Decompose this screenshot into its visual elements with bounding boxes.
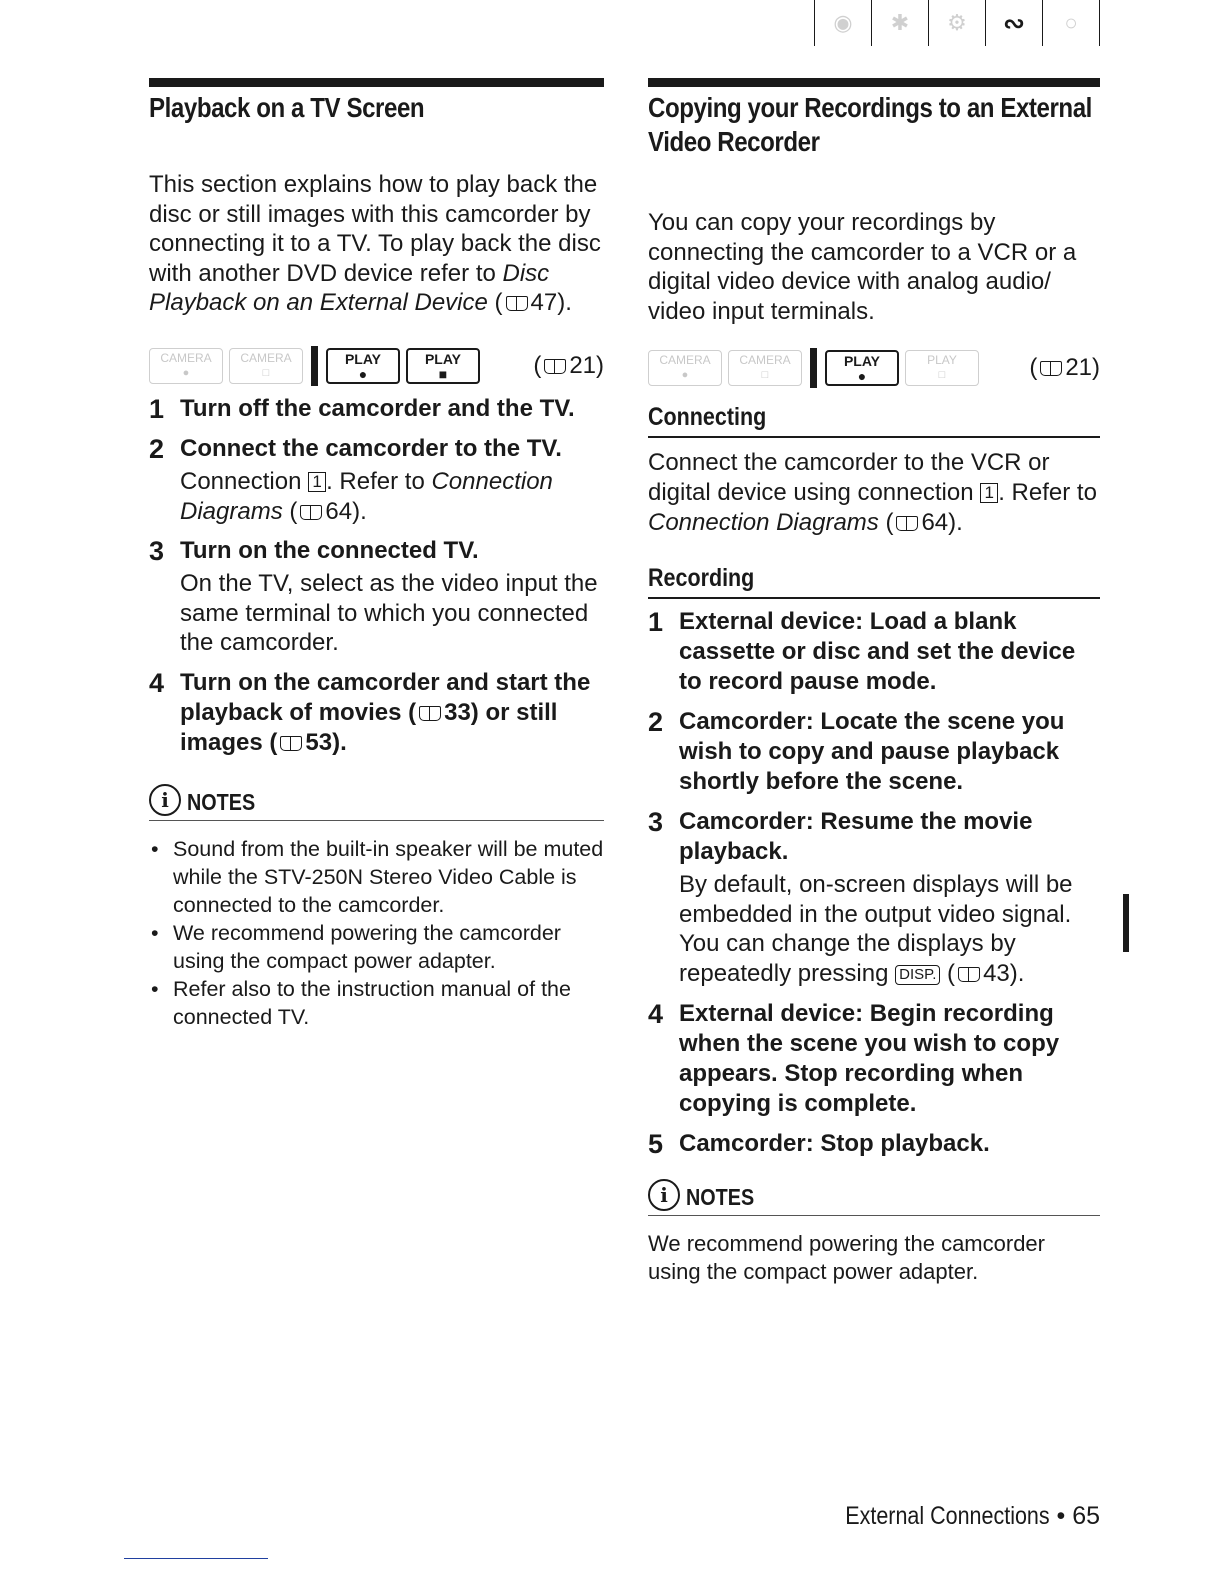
step-title: External device: Begin recording when the scene you wish to copy appears. Stop recording when copying is complete. [679,999,1060,1117]
step-item [149,536,604,658]
step-title: Turn on the camcorder and start the playback of movies ( 33) or still images ( 53). [180,668,591,756]
footer-bullet: • [1056,1502,1066,1530]
book-icon [300,505,322,520]
subsection-heading: Connecting [648,402,1100,438]
step-description: Connection 1 . Refer to Connection Diagrams ( 64). [180,467,553,525]
mode-divider [311,346,318,386]
notes-label: NOTES [187,788,256,815]
step-title: Camcorder: Resume the movie playback. [679,808,1033,866]
camera-movie-icon: ◉ [814,0,871,46]
note-text: We recommend powering the camcorder using the compact power adapter. [648,1230,1045,1285]
step-item [149,668,604,758]
book-icon [896,516,918,531]
step-title: External device: Load a blank cassette or disc and set the device to record pause mode. [679,608,1076,696]
book-icon [506,296,528,311]
bubble-icon: ○ [1042,0,1100,46]
mode-play-movie: PLAY ● [326,348,400,384]
section-title: Copying your Recordings to an External Video Recorder [648,92,1092,157]
step-item [648,807,1100,988]
step-number: 5 [648,1128,664,1159]
connecting-paragraph: Connect the camcorder to the VCR or digital device using connection 1 . Refer to Connection Diagrams ( 64). [648,449,1097,536]
step-item [648,707,1100,797]
mode-play-photo: PLAY □ [905,350,979,386]
step-description: By default, on-screen displays will be embedded in the output video signal. You can change the displays by repeatedly pressing DISP. ( 43). [679,871,1073,987]
gear-icon: ⚙ [928,0,985,46]
mode-indicator [648,346,1100,390]
step-list [149,394,604,758]
mode-camera-photo: CAMERA □ [229,348,303,384]
step-number: 1 [149,393,165,424]
book-icon [280,736,302,751]
intro-paragraph: This section explains how to play back the disc or still images with this camcorder by connecting it to a TV. To play back the disc with another DVD device refer to Disc Playback on an External Device ( 47). [149,171,601,317]
info-icon: i [149,784,181,816]
step-list [648,607,1100,1158]
page-footer [812,1502,1100,1531]
list-item: • Sound from the built-in speaker will be muted while the STV-250N Stereo Video Cable is connected to the camcorder. [149,835,604,919]
section-rule [149,78,604,87]
section-rule [648,78,1100,87]
section-title: Playback on a TV Screen [149,92,425,123]
step-number: 4 [648,998,664,1029]
mode-camera-movie: CAMERA ● [648,350,722,386]
info-icon: i [648,1179,680,1211]
chapter-tabs [814,0,1100,46]
disp-button-label: DISP. [895,965,940,985]
step-number: 3 [648,807,664,838]
mode-indicator [149,344,604,388]
step-number: 4 [149,667,165,698]
book-icon [419,706,441,721]
notes-header [149,784,604,821]
book-icon [958,967,980,982]
step-title: Turn off the camcorder and the TV. [180,394,575,422]
page-reference: ( 21) [533,351,604,379]
step-title: Camcorder: Stop playback. [679,1129,990,1157]
step-number: 2 [648,707,664,738]
camera-photo-icon: ✱ [871,0,928,46]
notes-section [149,784,604,1031]
step-item [149,434,604,526]
footer-line [124,1558,268,1559]
mode-play-photo: PLAY ■ [406,348,480,384]
book-icon [1040,361,1062,376]
book-icon [544,359,566,374]
step-title: Camcorder: Locate the scene you wish to copy and pause playback shortly before the scene. [679,708,1065,796]
step-title: Turn on the connected TV. [180,537,479,565]
mode-camera-photo: CAMERA □ [728,350,802,386]
page-number: 65 [1072,1502,1100,1530]
step-item [648,999,1100,1119]
mode-play-movie: PLAY ● [825,350,899,386]
right-column [648,78,1100,1287]
intro-paragraph: You can copy your recordings by connecting the camcorder to a VCR or a digital video device with analog audio/ video input terminals. [648,209,1077,325]
left-column [149,78,604,1031]
swirl-icon: ∾ [985,0,1042,46]
list-item: • We recommend powering the camcorder using the compact power adapter. [149,919,604,975]
step-number: 3 [149,536,165,567]
page-reference: ( 21) [1029,354,1100,382]
footer-section: External Connections [845,1502,1050,1530]
list-item: • Refer also to the instruction manual of the connected TV. [149,975,604,1031]
step-title: Connect the camcorder to the TV. [180,434,562,462]
notes-section [648,1179,1100,1287]
subsection-heading: Recording [648,563,1100,599]
mode-divider [810,348,817,388]
notes-label: NOTES [686,1183,755,1210]
margin-marker [1123,894,1129,952]
notes-list [149,835,604,1031]
step-item [149,394,604,424]
notes-header [648,1179,1100,1216]
step-number: 1 [648,607,664,638]
step-number: 2 [149,433,165,464]
step-description: On the TV, select as the video input the same terminal to which you connected the camcorder. [180,570,598,657]
mode-camera-movie: CAMERA ● [149,348,223,384]
step-item [648,607,1100,697]
step-item [648,1129,1100,1159]
